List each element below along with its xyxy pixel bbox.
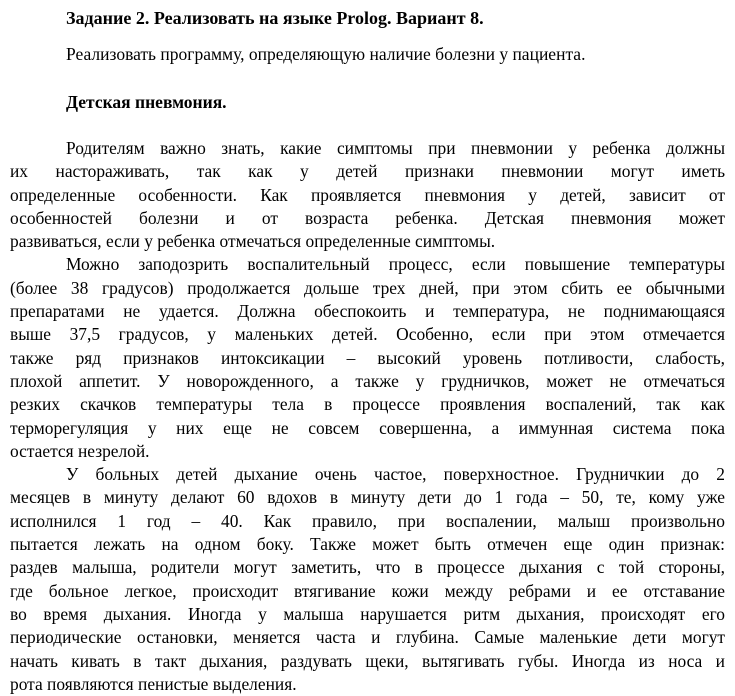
- section-title: Детская пневмония.: [66, 92, 227, 112]
- paragraph-2-line: также ряд признаков интоксикации – высокий уровень потливости, слабость,: [10, 347, 725, 368]
- paragraph-1-line: Родителям важно знать, какие симптомы при пневмонии у ребенка должны: [66, 138, 725, 158]
- paragraph-1-line: определенные особенности. Как проявляется пневмония у детей, зависит от: [10, 184, 725, 205]
- paragraph-1-line: развиваться, если у ребенка отмечаться определенные симптомы.: [10, 231, 496, 252]
- paragraph-3-line: во время дыхания. Иногда у малыша нарушается ритм дыхания, происходят его: [10, 603, 725, 624]
- paragraph-2-line: терморегуляция у них еще не совсем совершенна, а иммунная система пока: [10, 417, 725, 438]
- body-text: [0, 137, 735, 696]
- paragraph-1-line: их настораживать, так как у детей признаки пневмонии могут иметь: [10, 161, 725, 182]
- paragraph-2-line: плохой аппетит. У новорожденного, а также у грудничков, может не отмечаться: [10, 370, 725, 391]
- paragraph-2-line: выше 37,5 градусов, у маленьких детей. Особенно, если при этом отмечается: [10, 324, 725, 345]
- paragraph-3-line: рота появляются пенистые выделения.: [10, 673, 297, 694]
- paragraph-2-line: (более 38 градусов) продолжается дольше трех дней, при этом сбить ее обычными: [10, 277, 725, 298]
- paragraph-3-line: раздев малыша, родители могут заметить, что в процессе дыхания с той стороны,: [10, 557, 725, 578]
- task-title: Задание 2. Реализовать на языке Prolog. Вариант 8.: [66, 8, 484, 28]
- paragraph-3-line: где больное легкое, происходит втягивание кожи между ребрами и ее отставание: [10, 580, 725, 601]
- paragraph-2-line: остается незрелой.: [10, 440, 150, 461]
- paragraph-2-line: препаратами не удается. Должна обеспокоить и температура, не поднимающаяся: [10, 301, 725, 322]
- paragraph-3-line: пытается лежать на одном боку. Также может быть отмечен еще один признак:: [10, 534, 725, 555]
- paragraph-3-line: У больных детей дыхание очень частое, поверхностное. Грудничкии до 2: [66, 464, 725, 485]
- paragraph-3-line: периодические остановки, меняется часта и глубина. Самые маленькие дети могут: [10, 627, 725, 648]
- paragraph-3-line: исполнился 1 год – 40. Как правило, при воспалении, малыш произвольно: [10, 510, 725, 531]
- paragraph-3-line: месяцев в минуту делают 60 вдохов в минуту дети до 1 года – 50, те, кому уже: [10, 487, 725, 508]
- paragraph-3-line: начать кивать в такт дыхания, раздувать щеки, вытягивать губы. Иногда из носа и: [10, 650, 725, 671]
- paragraph-2-line: Можно заподозрить воспалительный процесс, если повышение температуры: [66, 254, 725, 275]
- paragraph-1-line: особенностей болезни и от возраста ребенка. Детская пневмония может: [10, 207, 725, 228]
- task-description: Реализовать программу, определяющую наличие болезни у пациента.: [66, 44, 586, 64]
- paragraph-2-line: резких скачков температуры тела в процессе проявления воспалений, так как: [10, 394, 725, 415]
